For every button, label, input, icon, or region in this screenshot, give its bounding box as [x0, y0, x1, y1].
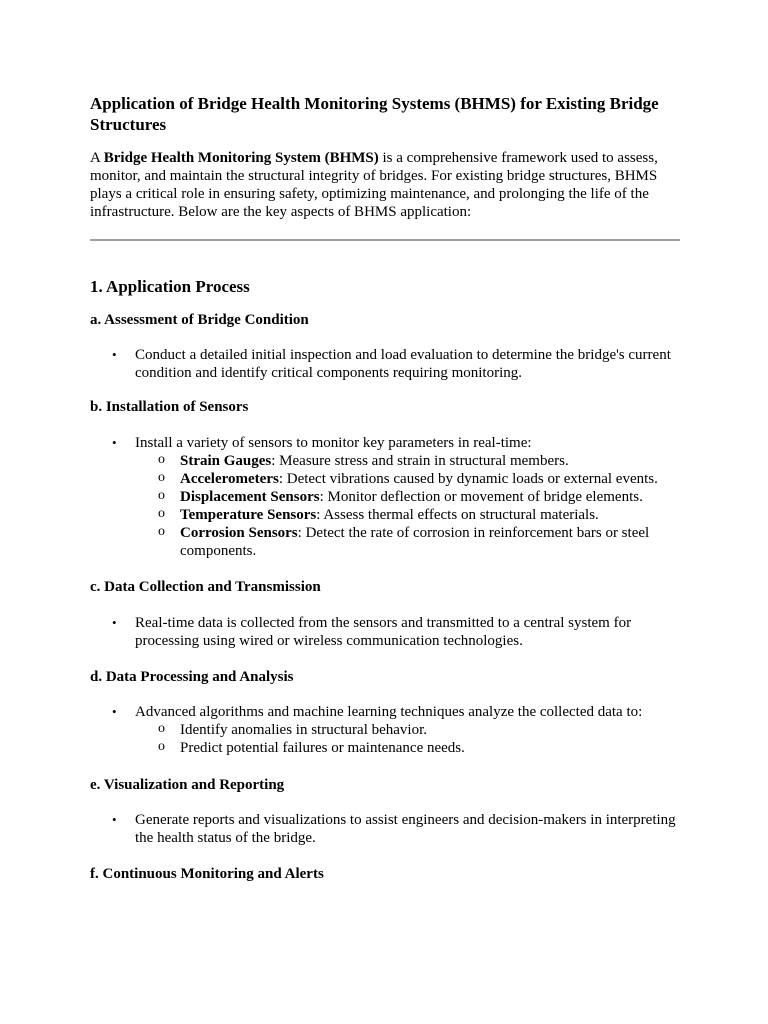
- sublist-item-strain-gauges: [135, 452, 680, 470]
- sublist-item-displacement-sensors: [135, 488, 680, 506]
- list-item: [90, 434, 680, 560]
- subheading-assessment: a. Assessment of Bridge Condition: [90, 312, 309, 328]
- section-heading-application-process: 1. Application Process: [90, 277, 250, 296]
- subbullet-icon: o: [158, 739, 165, 754]
- sensor-term: Temperature Sensors: [180, 507, 317, 523]
- sensor-desc: : Measure stress and strain in structural members.: [271, 453, 569, 469]
- sensor-sublist: [135, 452, 680, 560]
- subheading-installation: b. Installation of Sensors: [90, 399, 249, 415]
- sublist-item-text: Identify anomalies in structural behavior.: [180, 722, 428, 738]
- list-item: [90, 346, 680, 382]
- document-body: [90, 93, 680, 883]
- list-item-text: Generate reports and visualizations to assist engineers and decision-makers in interpreting the health status of the bridge.: [135, 812, 676, 846]
- sensor-term: Displacement Sensors: [180, 489, 320, 505]
- subheading-data-collection: c. Data Collection and Transmission: [90, 579, 321, 595]
- sublist-item-text: Predict potential failures or maintenance needs.: [180, 740, 465, 756]
- intro-rest: is a comprehensive framework used to assess, monitor, and maintain the structural integrity of bridges. For existing bridge structures, BHMS plays a critical role in ensuring safety, optimizing maintenance, and prolonging the life of the infrastructure. Below are the key aspects of BHMS application:: [90, 150, 658, 220]
- list-visualization: [90, 811, 680, 847]
- sensor-desc: : Monitor deflection or movement of bridge elements.: [319, 489, 643, 505]
- list-data-processing: [90, 703, 680, 757]
- bullet-icon: •: [112, 347, 117, 362]
- bullet-icon: •: [112, 435, 117, 450]
- intro-paragraph: [90, 149, 680, 221]
- subheading-continuous-monitoring: f. Continuous Monitoring and Alerts: [90, 866, 324, 882]
- subbullet-icon: o: [158, 524, 165, 539]
- sublist-item-temperature-sensors: [135, 506, 680, 524]
- list-item-text: Real-time data is collected from the sensors and transmitted to a central system for processing using wired or wireless communication technologies.: [135, 615, 632, 649]
- bullet-icon: •: [112, 812, 117, 827]
- subbullet-icon: o: [158, 470, 165, 485]
- document-title: Application of Bridge Health Monitoring Systems (BHMS) for Existing Bridge Structures: [90, 94, 659, 134]
- intro-bold-term: Bridge Health Monitoring System (BHMS): [103, 150, 379, 166]
- list-item-text: Install a variety of sensors to monitor key parameters in real-time:: [135, 435, 532, 451]
- sensor-desc: : Assess thermal effects on structural materials.: [316, 507, 599, 523]
- sublist-item: [135, 721, 680, 739]
- subbullet-icon: o: [158, 452, 165, 467]
- list-data-collection: [90, 614, 680, 650]
- intro-lead: A: [90, 150, 104, 166]
- subheading-visualization: e. Visualization and Reporting: [90, 777, 285, 793]
- list-assessment: [90, 346, 680, 382]
- list-item: [90, 703, 680, 757]
- sensor-term: Strain Gauges: [180, 453, 272, 469]
- sublist-item: [135, 739, 680, 757]
- subbullet-icon: o: [158, 506, 165, 521]
- analysis-sublist: [135, 721, 680, 757]
- sublist-item-accelerometers: [135, 470, 680, 488]
- list-item: [90, 811, 680, 847]
- list-item-text: Advanced algorithms and machine learning techniques analyze the collected data to:: [135, 704, 643, 720]
- horizontal-rule: [90, 239, 680, 241]
- bullet-icon: •: [112, 704, 117, 719]
- list-item: [90, 614, 680, 650]
- sensor-desc: : Detect the rate of corrosion in reinforcement bars or steel components.: [180, 525, 650, 559]
- subbullet-icon: o: [158, 721, 165, 736]
- bullet-icon: •: [112, 615, 117, 630]
- subbullet-icon: o: [158, 488, 165, 503]
- sensor-term: Corrosion Sensors: [180, 525, 298, 541]
- subheading-data-processing: d. Data Processing and Analysis: [90, 669, 294, 685]
- list-installation: [90, 434, 680, 560]
- sensor-term: Accelerometers: [180, 471, 279, 487]
- sensor-desc: : Detect vibrations caused by dynamic loads or external events.: [278, 471, 658, 487]
- list-item-text: Conduct a detailed initial inspection and load evaluation to determine the bridge's current condition and identify critical components requiring monitoring.: [135, 347, 671, 381]
- sublist-item-corrosion-sensors: [135, 524, 680, 560]
